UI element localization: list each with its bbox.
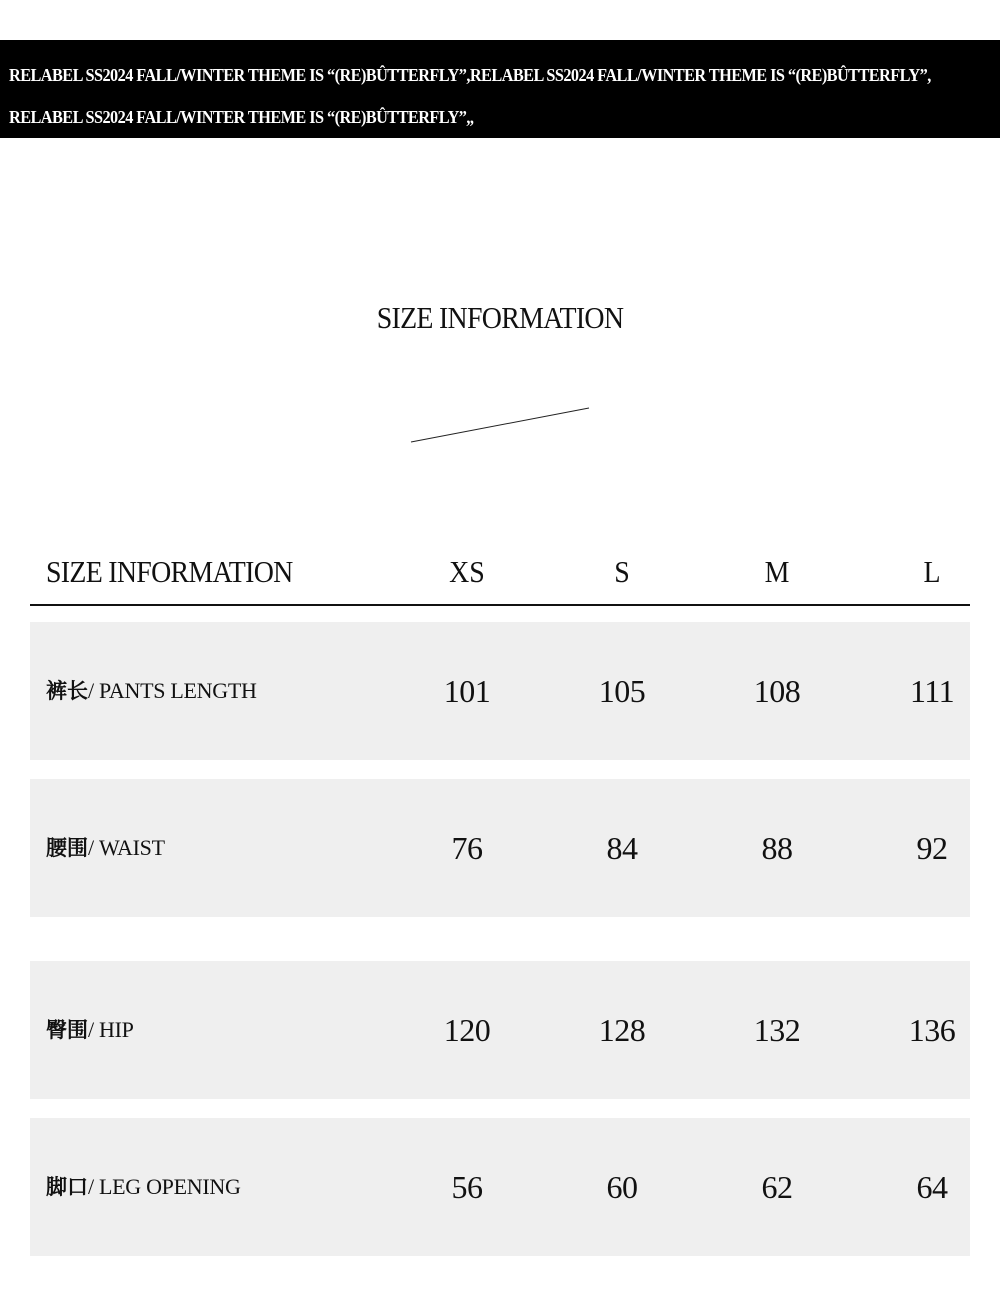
row-label (46, 779, 165, 917)
page-title: SIZE INFORMATION (376, 300, 624, 335)
row-label-en: / HIP (88, 1017, 134, 1042)
row-label-en: / LEG OPENING (88, 1174, 241, 1199)
row-label (46, 1118, 241, 1256)
cell-s: 60 (606, 1169, 638, 1205)
cell-s: 84 (606, 830, 638, 866)
row-label-cn: 臀围 (46, 1018, 88, 1042)
cell-l: 136 (908, 1012, 956, 1048)
header-label: SIZE INFORMATION (46, 554, 293, 589)
size-table-header (30, 550, 970, 606)
header-size-m: M (764, 554, 790, 589)
header-size-s: S (614, 554, 630, 589)
cell-xs: 101 (443, 673, 491, 709)
row-label (46, 622, 257, 760)
row-label-cn: 脚口 (46, 1175, 88, 1199)
cell-l: 111 (909, 673, 955, 709)
banner-text-line-1: RELABEL SS2024 FALL/WINTER THEME IS “(RE)BÛTTERFLY”,RELABEL SS2024 FALL/WINTER THEME IS “(RE)BÛTTERFLY”, (9, 65, 931, 85)
cell-m: 62 (761, 1169, 793, 1205)
cell-m: 108 (753, 673, 801, 709)
row-label-cn: 裤长 (46, 679, 88, 703)
cell-s: 105 (598, 673, 646, 709)
cell-xs: 120 (443, 1012, 491, 1048)
table-row-pants-length (30, 622, 970, 760)
top-banner (0, 40, 1000, 138)
cell-m: 88 (761, 830, 793, 866)
table-row-leg-opening (30, 1118, 970, 1256)
cell-m: 132 (753, 1012, 801, 1048)
row-label (46, 961, 134, 1099)
banner-text-line-2: RELABEL SS2024 FALL/WINTER THEME IS “(RE)BÛTTERFLY”,, (9, 107, 474, 127)
row-label-cn: 腰围 (46, 836, 88, 860)
decorative-slash-divider (400, 400, 600, 450)
cell-l: 92 (916, 830, 948, 866)
header-size-xs: XS (449, 554, 485, 589)
cell-xs: 76 (451, 830, 483, 866)
table-row-hip (30, 961, 970, 1099)
header-size-l: L (923, 554, 941, 589)
table-row-waist (30, 779, 970, 917)
row-label-en: / PANTS LENGTH (88, 678, 257, 703)
cell-xs: 56 (451, 1169, 483, 1205)
row-label-en: / WAIST (88, 835, 165, 860)
cell-s: 128 (598, 1012, 646, 1048)
cell-l: 64 (916, 1169, 948, 1205)
